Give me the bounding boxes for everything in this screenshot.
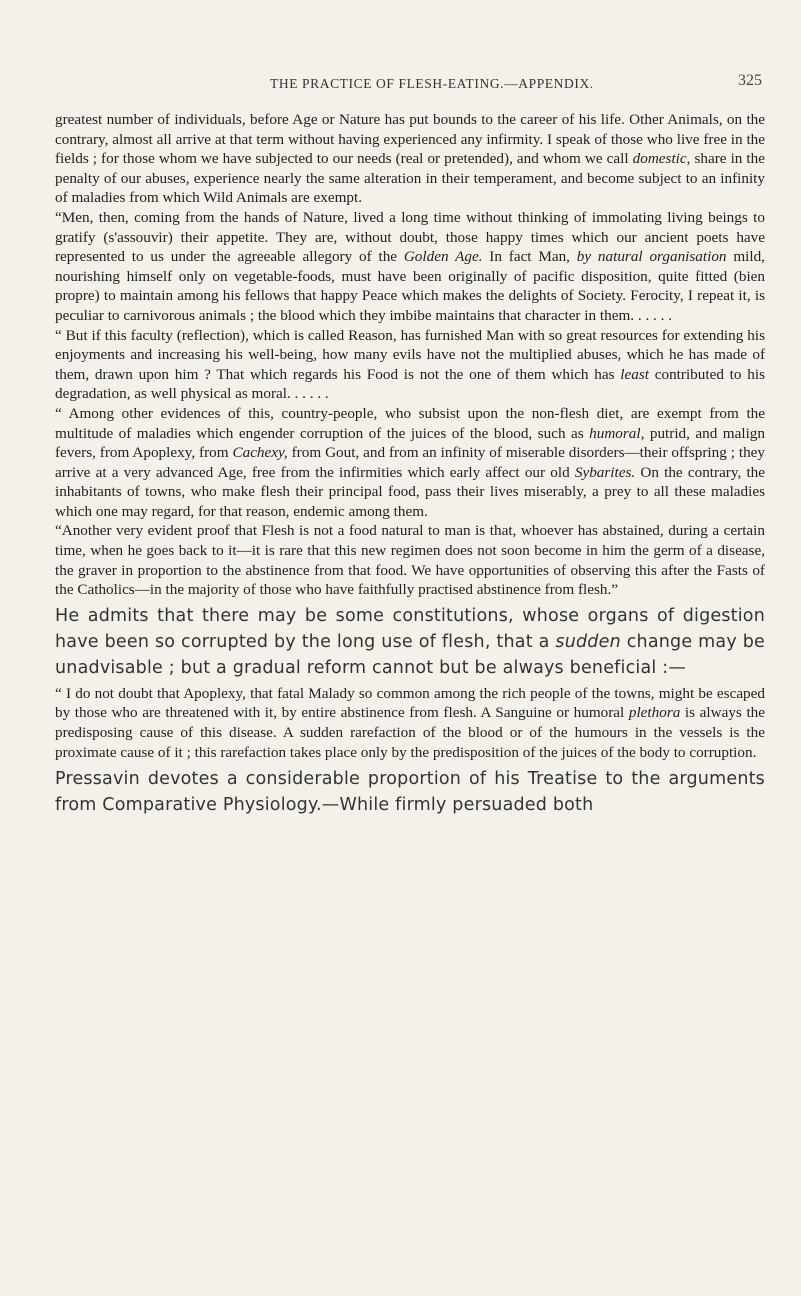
paragraph — [55, 684, 765, 762]
text-run: He admits that there may be some constitutions, whose organs of digestion have been so corrupted by the long use of flesh, that a — [55, 605, 765, 652]
italic-text: Sybarites. — [574, 463, 636, 481]
paragraph — [55, 521, 765, 599]
page-body — [55, 110, 765, 821]
paragraph — [55, 404, 765, 522]
text-run: mild, nourishing himself only on vegetable-foods, must have been originally of pacific disposition, quite fitted (bien propre) to maintain among his fellows that happy Peace which makes the delights of Society. Ferocity, I repeat it, is peculiar to carnivorous animals ; the blood which they imbibe maintains that character in them. . . . . . — [55, 248, 765, 324]
text-run: “Men, then, coming from the hands of Nature, lived a long time without thinking of immolating living beings to gratify (s'assouvir) their appetite. They are, without doubt, those happy times which our ancient poets have represented to us under the agreeable allegory of the — [55, 208, 765, 266]
text-run: , share in the penalty of our abuses, experience nearly the same alteration in their temperament, and become subject to an infinity of maladies from which Wild Animals are exempt. — [55, 150, 765, 207]
paragraph — [55, 110, 765, 208]
text-run: greatest number of individuals, before Age or Nature has put bounds to the career of his life. Other Animals, on the contrary, almost all arrive at that term without having experienced any infirmity. I speak of those who live free in the fields ; for those whom we have subjected to our needs (real or pretended), and whom we call — [55, 111, 765, 168]
text-run: On the contrary, the inhabitants of towns, who make flesh their principal food, pass their lives miserably, a prey to all these maladies which one may regard, for that reason, endemic among them. — [55, 463, 766, 520]
italic-text: by natural organisation — [576, 248, 727, 266]
italic-text: least — [620, 365, 649, 383]
running-title: THE PRACTICE OF FLESH-EATING.—APPENDIX. — [270, 76, 594, 91]
text-run: In fact Man, — [482, 248, 577, 266]
text-run: change may be unadvisable ; but a gradual reform cannot but be always beneficial :— — [55, 631, 765, 678]
paragraph — [55, 208, 765, 326]
italic-text: humoral, — [589, 424, 645, 442]
text-run: is always the predisposing cause of this disease. A sudden rarefaction of the blood or of the humours in the vessels is the proximate cause of it ; this rarefaction takes place only by the predisposition of the juices of the body to corruption. — [55, 704, 765, 761]
text-run: “Another very evident proof that Flesh is not a food natural to man is that, whoever has abstained, during a certain time, when he goes back to it—it is rare that this new regimen does not soon become in him the germ of a disease, the graver in proportion to the abstinence from that food. We have opportunities of observing this after the Fasts of the Catholics—in the majority of those who have faithfully practised abstinence from flesh.” — [55, 522, 765, 599]
commentary-paragraph — [55, 603, 765, 681]
italic-text: Golden Age. — [403, 248, 483, 266]
italic-text: plethora — [628, 704, 681, 722]
text-run: from Gout, and from an infinity of miserable disorders—their offspring ; they arrive at a very advanced Age, free from the infirmities which early affect our old — [55, 444, 766, 481]
text-run: “ I do not doubt that Apoplexy, that fatal Malady so common among the rich people of the towns, might be escaped by those who are threatened with it, by entire abstinence from flesh. A Sanguine or humoral — [55, 684, 765, 722]
italic-text: Cachexy, — [232, 444, 288, 462]
italic-text: domestic — [632, 150, 687, 168]
text-run: putrid, and malign fevers, from Apoplexy, from — [55, 424, 765, 462]
commentary-paragraph — [55, 766, 765, 818]
paragraph — [55, 326, 765, 404]
text-run: “ But if this faculty (reflection), which is called Reason, has furnished Man with so great resources for extending his enjoyments and increasing his well-being, how many evils have not the multiplied abuses, which he has made of them, drawn upon him ? That which regards his Food is not the one of them which has — [55, 326, 765, 383]
text-run: “ Among other evidences of this, country-people, who subsist upon the non-flesh diet, are exempt from the multitude of maladies which engender corruption of the juices of the blood, such as — [55, 404, 765, 442]
page-number: 325 — [738, 72, 762, 89]
italic-text: sudden — [555, 631, 621, 652]
text-run: Pressavin devotes a considerable proportion of his Treatise to the arguments from Comparative Physiology.—While firmly persuaded both — [55, 769, 765, 816]
text-run: contributed to his degradation, as well physical as moral. . . . . . — [55, 365, 765, 403]
